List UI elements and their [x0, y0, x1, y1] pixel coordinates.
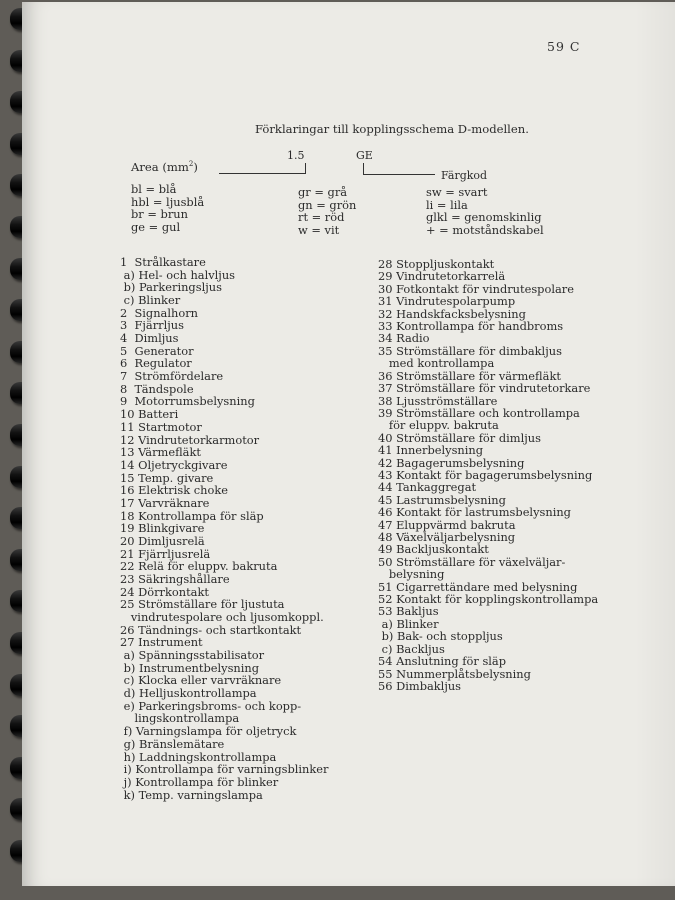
list-item: 2 Signalhorn [120, 305, 198, 320]
list-item: g) Bränslemätare [120, 736, 225, 751]
list-item: 9 Motorrumsbelysning [120, 394, 255, 409]
list-item: 19 Blinkgivare [120, 521, 205, 536]
list-item: med kontrollampa [378, 356, 495, 371]
list-item: 14 Oljetryckgivare [120, 457, 228, 472]
list-item: 24 Dörrkontakt [120, 584, 209, 599]
list-item: 7 Strömfördelare [120, 369, 224, 384]
color-code: w = vit [298, 222, 340, 237]
list-item: 44 Tankaggregat [378, 480, 477, 495]
list-item: 54 Anslutning för släp [378, 654, 507, 669]
area-pointer-line [219, 173, 306, 174]
list-item: c) Klocka eller varvräknare [120, 673, 282, 688]
color-code: gn = grön [298, 197, 357, 212]
list-item: 50 Strömställare för växelväljar- [378, 554, 566, 569]
list-item: 8 Tändspole [120, 381, 194, 396]
list-item: 16 Elektrisk choke [120, 483, 228, 498]
example-color: GE [356, 149, 373, 162]
list-item: 1 Strålkastare [120, 255, 206, 269]
list-item: 53 Bakljus [378, 604, 439, 619]
list-item: 21 Fjärrljusrelä [120, 546, 211, 561]
color-codes-col3 [426, 186, 544, 236]
list-item: 12 Vindrutetorkarmotor [120, 432, 260, 447]
list-item: a) Hel- och halvljus [120, 267, 236, 282]
color-codes-col2 [298, 186, 356, 236]
color-code: ge = gul [131, 219, 181, 234]
list-item: i) Kontrollampa för varningsblinker [120, 762, 329, 777]
list-item: 45 Lastrumsbelysning [378, 492, 506, 507]
list-item: 3 Fjärrljus [120, 318, 184, 333]
color-code: + = motståndskabel [426, 222, 544, 237]
list-item: 30 Fotkontakt för vindrutespolare [378, 281, 574, 296]
list-item: 32 Handskfacksbelysning [378, 306, 526, 321]
area-pointer-tick [305, 163, 306, 174]
list-item: e) Parkeringsbroms- och kopp- [120, 698, 302, 713]
list-item: 26 Tändnings- och startkontakt [120, 622, 302, 637]
list-item: 51 Cigarrettändare med belysning [378, 579, 578, 594]
list-item: 48 Växelväljarbelysning [378, 530, 516, 545]
color-code: rt = röd [298, 210, 345, 224]
list-item: 42 Bagagerumsbelysning [378, 455, 525, 470]
list-item: 22 Relä för eluppv. bakruta [120, 559, 278, 574]
list-item: 27 Instrument [120, 635, 203, 650]
list-item: 46 Kontakt för lastrumsbelysning [378, 505, 571, 520]
list-item: h) Laddningskontrollampa [120, 749, 277, 764]
list-item: b) Bak- och stoppljus [378, 629, 503, 644]
list-item: 40 Strömställare för dimljus [378, 430, 541, 445]
list-item: 56 Dimbakljus [378, 678, 462, 693]
list-item: a) Blinker [378, 616, 439, 631]
color-code: br = brun [131, 207, 188, 221]
color-code: sw = svart [426, 185, 488, 199]
list-item: 18 Kontrollampa för släp [120, 508, 264, 523]
list-item: 55 Nummerplåtsbelysning [378, 666, 531, 681]
list-item: 36 Strömställare för värmefläkt [378, 368, 561, 383]
list-item: 10 Batteri [120, 407, 179, 422]
list-item: 23 Säkringshållare [120, 572, 230, 586]
example-size: 1.5 [287, 149, 305, 162]
list-item: vindrutespolare och ljusomkoppl. [120, 610, 324, 625]
list-item: 6 Regulator [120, 356, 192, 371]
list-item: k) Temp. varningslampa [120, 787, 263, 802]
list-item: 17 Varvräknare [120, 495, 210, 510]
list-item: 28 Stoppljuskontakt [378, 257, 495, 271]
list-item: 34 Radio [378, 331, 430, 346]
list-item: 38 Ljusströmställare [378, 393, 498, 408]
list-item: 33 Kontrollampa för handbroms [378, 319, 564, 334]
list-item: c) Blinker [120, 293, 181, 308]
list-item: d) Helljuskontrollampa [120, 686, 257, 701]
list-item: c) Backljus [378, 641, 445, 656]
area-label: Area $(mm^2)$ [131, 160, 198, 174]
list-item: b) Parkeringsljus [120, 280, 222, 295]
list-item: 11 Startmotor [120, 419, 202, 434]
list-item: 37 Strömställare för vindrutetorkare [378, 381, 591, 396]
list-item: 35 Strömställare för dimbakljus [378, 343, 562, 358]
page-title: Förklaringar till kopplingsschema D-modellen. [255, 122, 529, 136]
list-item: 47 Eluppvärmd bakruta [378, 517, 516, 532]
list-item: 39 Strömställare och kontrollampa [378, 405, 580, 420]
list-item: lingskontrollampa [120, 711, 240, 726]
list-item: 4 Dimljus [120, 331, 179, 346]
list-item: f) Varningslampa för oljetryck [120, 724, 297, 739]
color-code: glkl = genomskinlig [426, 210, 542, 224]
color-code: gr = grå [298, 185, 348, 199]
list-item: 29 Vindrutetorkarrelä [378, 269, 506, 284]
list-item: 25 Strömställare för ljustuta [120, 597, 285, 612]
list-item: 52 Kontakt för kopplingskontrollampa [378, 592, 599, 607]
list-item: j) Kontrollampa för blinker [120, 774, 279, 789]
color-code: li = lila [426, 197, 468, 212]
list-item: b) Instrumentbelysning [120, 660, 260, 675]
list-item: 5 Generator [120, 343, 194, 358]
area-superscript: 2 [188, 160, 194, 169]
list-item: 43 Kontakt för bagagerumsbelysning [378, 467, 593, 482]
color-codes-col1 [131, 183, 204, 233]
color-code: hbl = ljusblå [131, 194, 205, 209]
color-code: bl = blå [131, 182, 177, 196]
list-item: 49 Backljuskontakt [378, 542, 489, 557]
list-item: belysning [378, 567, 445, 582]
color-pointer-line [363, 174, 435, 175]
color-code-label: Färgkod [441, 169, 488, 182]
list-item: för eluppv. bakruta [378, 418, 499, 433]
list-item: 20 Dimljusrelä [120, 533, 205, 548]
page-number: 59 C [547, 39, 581, 54]
list-item: 13 Värmefläkt [120, 445, 201, 460]
list-item: a) Spänningsstabilisator [120, 648, 265, 663]
list-item: 41 Innerbelysning [378, 443, 484, 458]
list-item: 31 Vindrutespolarpump [378, 294, 516, 309]
list-item: 15 Temp. givare [120, 470, 214, 485]
